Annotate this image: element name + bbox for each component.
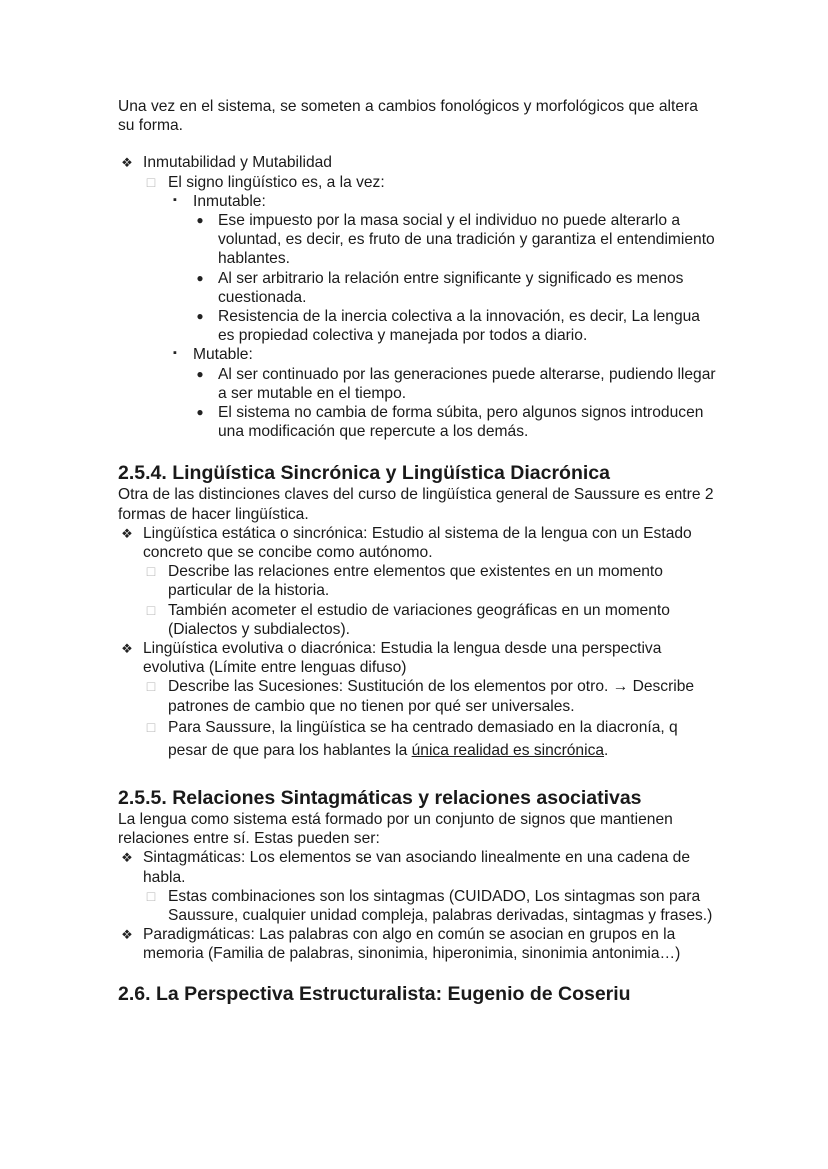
diamond-bullet-icon: ❖ [121, 927, 133, 943]
list-item: □ Estas combinaciones son los sintagmas (CUIDADO, Los sintagmas son para Saussure, cualquier unidad compleja, palabras derivadas, sintagmas y frases.) [143, 887, 718, 925]
list-item: □ Describe las Sucesiones: Sustitución de los elementos por otro. → Describe patrones de cambio que no tienen por qué ser universales. [143, 677, 718, 715]
box-bullet-icon: □ [146, 718, 156, 735]
section-intro: La lengua como sistema está formado por un conjunto de signos que mantienen relaciones entre sí. Estas pueden ser: [118, 810, 673, 848]
circle-bullet-icon: ● [196, 405, 204, 420]
list-item: ● El sistema no cambia de forma súbita, pero algunos signos introducen una modificación que repercute a los demás. [193, 403, 718, 441]
section-2-5-4 [118, 461, 718, 761]
box-bullet-icon: □ [146, 173, 156, 190]
diamond-bullet-icon: ❖ [121, 641, 133, 657]
document-page [118, 97, 718, 1006]
intro-paragraph: Una vez en el sistema, se someten a cambios fonológicos y morfológicos que altera su forma. [118, 98, 698, 135]
list-item: ● Al ser arbitrario la relación entre significante y significado es menos cuestionada. [193, 269, 718, 307]
list-item-diacronica: ❖ Lingüística evolutiva o diacrónica: Estudia la lengua desde una perspectiva evolutiva (Límite entre lenguas difuso) □ Describe las Sucesiones: Sustitución de los elementos por otro. → Describe patrones de cambio que no tienen por qué ser universales. □ Para Saussure, la lingüística se ha centrado demasiado en la diacronía, q pesar de que para los hablantes la única realidad es sincrónica. [118, 639, 718, 762]
list-item-inmutable: ▪ Inmutable: ● Ese impuesto por la masa social y el individuo no puede alterarlo a voluntad, es decir, es fruto de una tradición y garantiza el entendimiento hablantes. ● Al ser arbitrario la relación entre significante y significado es menos cuestionada. ● Resistencia de la inercia colectiva a la innovación, es decir, La lengua es propiedad colectiva y manejada por todos a diario. [168, 192, 718, 346]
section-heading: 2.5.5. Relaciones Sintagmáticas y relaciones asociativas [118, 786, 642, 809]
diamond-bullet-icon: ❖ [121, 155, 133, 171]
box-bullet-icon: □ [146, 678, 156, 695]
circle-bullet-icon: ● [196, 270, 204, 285]
circle-bullet-icon: ● [196, 309, 204, 324]
section-heading: 2.5.4. Lingüística Sincrónica y Lingüística Diacrónica [118, 462, 610, 485]
diamond-bullet-icon: ❖ [121, 525, 133, 541]
list-item-sintagmaticas: ❖ Sintagmáticas: Los elementos se van asociando linealmente en una cadena de habla. □ Estas combinaciones son los sintagmas (CUIDADO, Los sintagmas son para Saussure, cualquier unidad compleja, palabras derivadas, sintagmas y frases.) [118, 848, 718, 925]
circle-bullet-icon: ● [196, 366, 204, 381]
underlined-text: única realidad es sincrónica [411, 741, 605, 759]
section-intro: Otra de las distinciones claves del curso de lingüística general de Saussure es entre 2 formas de hacer lingüística. [118, 486, 714, 523]
section-heading: 2.6. La Perspectiva Estructuralista: Eugenio de Coseriu [118, 982, 631, 1005]
list-item: ● Ese impuesto por la masa social y el individuo no puede alterarlo a voluntad, es decir, es fruto de una tradición y garantiza el entendimiento hablantes. [193, 211, 718, 269]
box-bullet-icon: □ [146, 563, 156, 580]
section-2-5-5 [118, 786, 718, 964]
diamond-bullet-icon: ❖ [121, 850, 133, 866]
list-item: ● Al ser continuado por las generaciones puede alterarse, pudiendo llegar a ser mutable en el tiempo. [193, 365, 718, 403]
list-item-paradigmaticas: ❖ Paradigmáticas: Las palabras con algo en común se asocian en grupos en la memoria (Familia de palabras, sinonimia, hiperonimia, sinonimia antonimia…) [118, 925, 718, 963]
list-item: □ Para Saussure, la lingüística se ha centrado demasiado en la diacronía, q pesar de que para los hablantes la única realidad es sincrónica. [143, 716, 718, 762]
circle-bullet-icon: ● [196, 213, 204, 228]
list-item: □ También acometer el estudio de variaciones geográficas en un momento (Dialectos y subdialectos). [143, 601, 718, 639]
box-bullet-icon: □ [146, 601, 156, 618]
list-item-mutable: ▪ Mutable: ● Al ser continuado por las generaciones puede alterarse, pudiendo llegar a ser mutable en el tiempo. ● El sistema no cambia de forma súbita, pero algunos signos introducen una modificación que repercute a los demás. [168, 345, 718, 441]
list-item-signo: □ El signo lingüístico es, a la vez: ▪ Inmutable: ● Ese impuesto por la masa social y el individuo no puede alterarlo a voluntad, es decir, es fruto de una tradición y garantiza el entendimiento hablantes. ● Al ser arbitrario la relación entre significante y significado es menos cuestionada. ● Resistencia de la inercia colectiva a la innovación, es decir, La lengua es propiedad colectiva y manejada por todos a diario. ▪ Mutable: ● Al ser continuado por las generaciones puede alterarse, pudiendo llegar a ser mutable en el tiempo. ● El sistema no cambia de forma súbita, pero algunos signos introducen una modificación que repercute a los demás. [143, 173, 718, 442]
square-bullet-icon: ▪ [173, 347, 177, 360]
inmutabilidad-list [118, 153, 718, 441]
list-item-inmutabilidad: ❖ Inmutabilidad y Mutabilidad □ El signo lingüístico es, a la vez: ▪ Inmutable: ● Ese impuesto por la masa social y el individuo no puede alterarlo a voluntad, es decir, es fruto de una tradición y garantiza el entendimiento hablantes. ● Al ser arbitrario la relación entre significante y significado es menos cuestionada. ● Resistencia de la inercia colectiva a la innovación, es decir, La lengua es propiedad colectiva y manejada por todos a diario. ▪ Mutable: ● Al ser continuado por las generaciones puede alterarse, pudiendo llegar a ser mutable en el tiempo. ● El sistema no cambia de forma súbita, pero algunos signos introducen una modificación que repercute a los demás. [118, 153, 718, 441]
box-bullet-icon: □ [146, 887, 156, 904]
list-item-sincronica: ❖ Lingüística estática o sincrónica: Estudio al sistema de la lengua con un Estado concreto que se concibe como autónomo. □ Describe las relaciones entre elementos que existentes en un momento particular de la historia. □ También acometer el estudio de variaciones geográficas en un momento (Dialectos y subdialectos). [118, 524, 718, 639]
square-bullet-icon: ▪ [173, 193, 177, 206]
list-item: □ Describe las relaciones entre elementos que existentes en un momento particular de la historia. [143, 562, 718, 600]
section-2-6 [118, 982, 718, 1006]
list-item: ● Resistencia de la inercia colectiva a la innovación, es decir, La lengua es propiedad colectiva y manejada por todos a diario. [193, 307, 718, 345]
